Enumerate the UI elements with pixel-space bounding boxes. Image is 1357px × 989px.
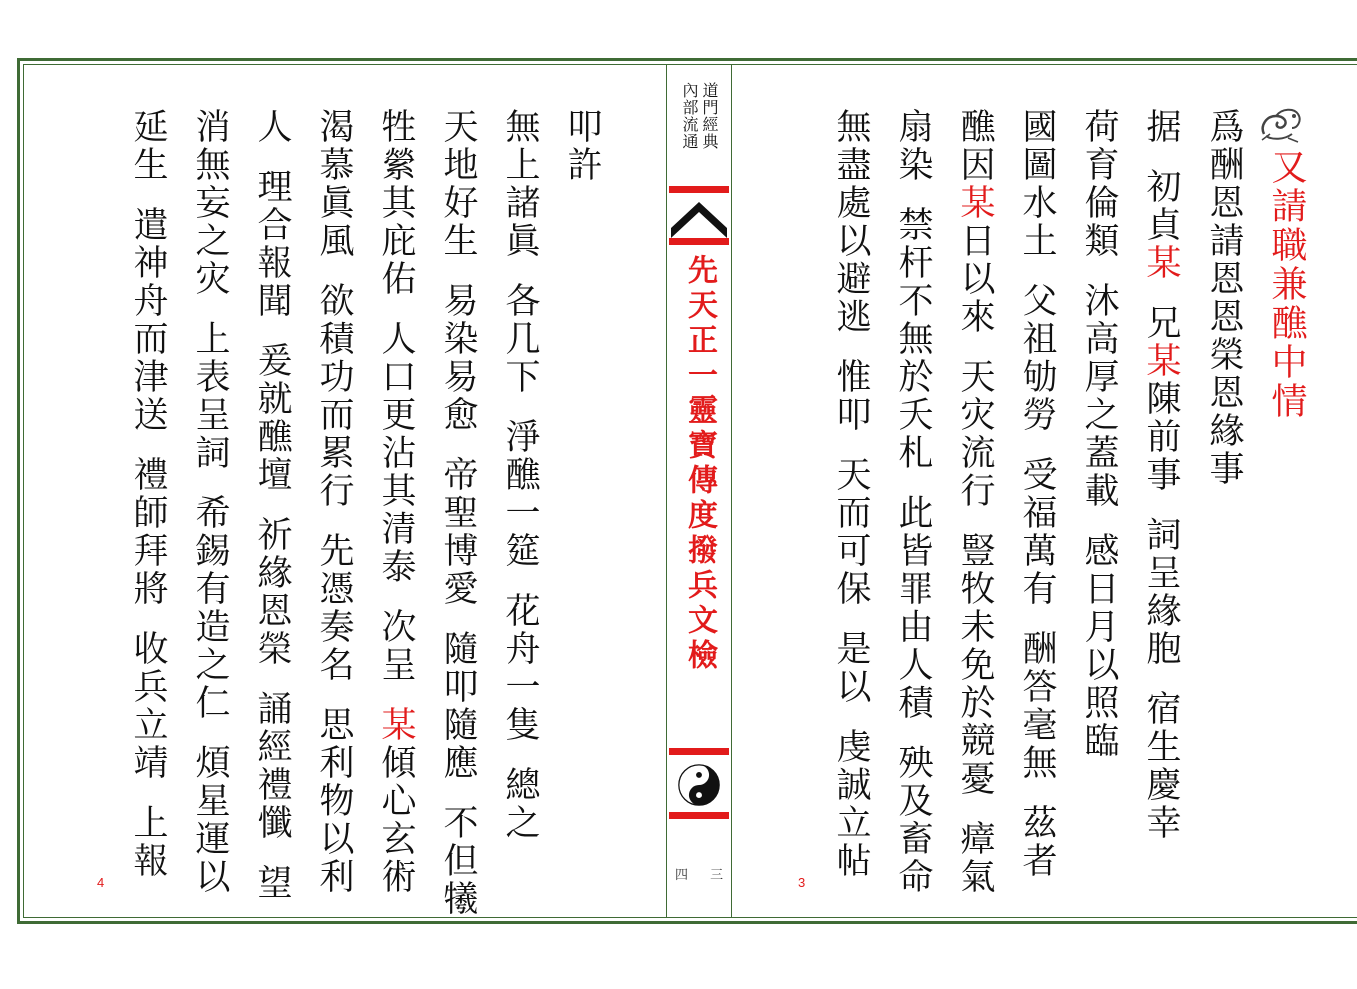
text-segment: 花舟一隻 — [500, 592, 540, 744]
spine-header-left: 內部流通 — [680, 82, 699, 150]
text-segment: 人 — [252, 108, 292, 146]
text-segment: 無盡處以避逃 — [831, 108, 871, 336]
spine-red-band — [669, 812, 729, 819]
spine-red-band — [669, 238, 729, 245]
text-segment: 上表呈詞 — [190, 320, 230, 472]
text-segment: 感日月以照臨 — [1079, 532, 1119, 760]
spine-page-numbers: 四 三 — [675, 868, 724, 883]
text-segment: 叩許 — [562, 108, 602, 184]
text-segment: 帝聖博愛 — [438, 456, 478, 608]
text-segment: 天地好生 — [438, 108, 478, 260]
spine-header — [667, 82, 731, 150]
text-column — [955, 108, 995, 896]
spine-title: 先天正一靈寶傳度撥兵文檢 — [682, 254, 717, 674]
text-segment: 酬答毫無 — [1017, 630, 1057, 782]
text-column — [831, 108, 871, 880]
text-segment: 淨醮一筵 — [500, 418, 540, 570]
text-segment: 荷育倫類 — [1079, 108, 1119, 260]
text-column — [190, 108, 230, 896]
text-segment: 惟叩 — [831, 358, 871, 434]
placeholder-mark: 某 — [376, 706, 416, 744]
text-segment: 陳前事 — [1141, 380, 1181, 494]
text-segment: 誦經禮懺 — [252, 690, 292, 842]
text-segment: 欲積功而累行 — [314, 282, 354, 510]
text-segment: 据 — [1141, 108, 1181, 146]
text-column — [1204, 108, 1244, 488]
text-segment: 延生 — [128, 108, 168, 184]
text-column — [438, 108, 478, 918]
text-segment: 扇染 — [893, 108, 933, 184]
text-column — [500, 108, 540, 842]
text-segment: 易染易愈 — [438, 282, 478, 434]
text-segment: 牲縈其庇佑 — [376, 108, 416, 298]
text-segment: 爰就醮壇 — [252, 342, 292, 494]
text-segment: 醮因 — [955, 108, 995, 184]
text-segment: 希錫有造之仁 — [190, 494, 230, 722]
text-segment: 理合報聞 — [252, 168, 292, 320]
text-segment: 天而可保 — [831, 456, 871, 608]
taiji-icon — [678, 764, 720, 806]
book-spine — [666, 64, 732, 918]
text-segment: 總之 — [500, 766, 540, 842]
text-segment: 人口更沾其清泰 — [376, 320, 416, 586]
text-segment: 茲者 — [1017, 804, 1057, 880]
text-segment: 煩星運以 — [190, 744, 230, 896]
text-segment: 遣神舟而津送 — [128, 206, 168, 434]
text-segment: 受福萬有 — [1017, 456, 1057, 608]
chevron-up-icon — [671, 202, 727, 238]
spine-red-band — [669, 748, 729, 755]
text-segment: 禮師拜將 — [128, 456, 168, 608]
text-segment: 瘴氣 — [955, 820, 995, 896]
text-segment: 此皆罪由人積 — [893, 494, 933, 722]
text-column — [376, 108, 416, 896]
text-segment: 虔誠立帖 — [831, 728, 871, 880]
text-segment: 收兵立靖 — [128, 630, 168, 782]
text-segment: 宿生慶幸 — [1141, 690, 1181, 842]
spine-header-right: 道門經典 — [700, 82, 719, 150]
text-column — [1017, 108, 1057, 880]
text-segment: 日以來 — [955, 222, 995, 336]
text-segment: 無上諸眞 — [500, 108, 540, 260]
text-segment: 沐高厚之蓋載 — [1079, 282, 1119, 510]
text-segment: 消無妄之灾 — [190, 108, 230, 298]
text-segment: 不但犧 — [438, 804, 478, 918]
text-segment: 天灾流行 — [955, 358, 995, 510]
text-segment: 祈緣恩榮 — [252, 516, 292, 668]
text-column — [1079, 108, 1119, 760]
text-column — [893, 108, 933, 896]
placeholder-mark: 某 — [955, 184, 995, 222]
page-number-left: 4 — [97, 875, 105, 890]
text-column — [314, 108, 354, 896]
text-segment: 各几下 — [500, 282, 540, 396]
text-segment: 禁杆不無於夭札 — [893, 206, 933, 472]
text-segment: 是以 — [831, 630, 871, 706]
text-segment: 初貞 — [1141, 168, 1181, 244]
text-column — [252, 108, 292, 902]
text-segment: 上報 — [128, 804, 168, 880]
text-column — [562, 108, 602, 184]
text-segment: 殃及畜命 — [893, 744, 933, 896]
text-column — [1141, 108, 1181, 842]
text-segment: 次呈 — [376, 608, 416, 684]
text-segment: 詞呈緣胞 — [1141, 516, 1181, 668]
placeholder-mark: 某 — [1141, 342, 1181, 380]
text-segment: 渴慕眞風 — [314, 108, 354, 260]
placeholder-mark: 某 — [1141, 244, 1181, 282]
text-segment: 豎牧未免於競憂 — [955, 532, 995, 798]
section-title: 又請職兼醮中情 — [1266, 148, 1307, 421]
text-segment: 爲酬恩請恩恩榮恩緣事 — [1204, 108, 1244, 488]
text-segment: 先憑奏名 — [314, 532, 354, 684]
page-number-right: 3 — [798, 875, 806, 890]
text-column — [128, 108, 168, 880]
spine-red-band — [669, 186, 729, 193]
text-segment: 傾心玄術 — [376, 744, 416, 896]
text-segment: 思利物以利 — [314, 706, 354, 896]
text-segment: 父祖劬勞 — [1017, 282, 1057, 434]
text-segment: 國圖水土 — [1017, 108, 1057, 260]
text-segment: 望 — [252, 864, 292, 902]
text-segment: 兄 — [1141, 304, 1181, 342]
text-segment: 隨叩隨應 — [438, 630, 478, 782]
dragon-emblem-icon — [1258, 104, 1304, 144]
